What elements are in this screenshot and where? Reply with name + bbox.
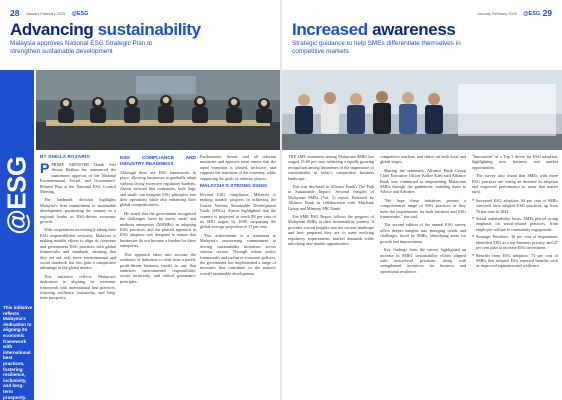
right-column-3 xyxy=(472,154,558,394)
right-column-2 xyxy=(380,154,466,394)
left-col3-para-1: Furthermore, Anwar said all relevant ministries and agencies must ensure that the rapid transition is phased, inclusive, and supports the transition of the economy, while supporting the goals of industry players. xyxy=(200,154,276,181)
right-col2-para-2: Sharing the sentiment, Alliance Bank Group Chief Executive Officer Kellee Kam said Alliance Bank was committed to empowering Malaysian SMEs through the guidebook, enabling them to Advise and Advance. xyxy=(380,167,466,195)
left-col1-para-3: With corporations increasingly taking their ESG responsibilities seriously, Malaysia is making notable efforts to align its corporate and government ESG practices with global frameworks and standards, ensuring that they are not only more environmental and social standards but also gain a competitive advantage in the global market. xyxy=(40,227,116,271)
right-headline xyxy=(292,20,455,40)
right-col1-para-1: THE SME awareness among Malaysian SMEs has surged 15-60 per cent, reflecting a rapidly growing recognition among businesses of the importance of sustainability in today's competitive business landscape. xyxy=(288,154,374,181)
left-col3-para-3: This achievement is a testament to Malaysia's unwavering commitment to driving sustainability initiatives across various sectors. Through robust policy frameworks and inclusive economic policies, the government has implemented a range of measures that contribute to the nation's overall sustainable development. xyxy=(200,232,276,276)
pull-quote: This initiative reflects Malaysia's dedication to aligning its economic framework with international best practices, fostering resilience, inclusivity, and long-term prosperity. xyxy=(3,305,33,400)
right-photo xyxy=(282,70,562,150)
right-page xyxy=(282,0,562,400)
right-standfirst: Strategic guidance to help SMEs differentiate themselves in competitive markets xyxy=(292,40,461,55)
left-column-1 xyxy=(40,162,116,394)
list-item: ● Strategic Priorities: 36 per cent of respondents identified ESG as a top business priority, and 47 per cent plan to increase ESG investment. xyxy=(472,234,558,250)
byline: BY SHEILA ROZARIO xyxy=(40,154,91,159)
left-headline-part2: sustainability xyxy=(97,20,201,39)
right-column-1 xyxy=(288,154,374,394)
left-section-tag: @ESG xyxy=(71,10,89,17)
right-section-tag: @ESG xyxy=(523,10,541,17)
right-headline-part1: Increased xyxy=(292,20,373,39)
left-page-number: 28 xyxy=(10,8,20,18)
left-headline xyxy=(10,20,201,40)
list-item: ● Benefits from ESG adoption: 73 per cent of SMEs that adopted ESG reported benefits such as improved reputation and resilience. xyxy=(472,253,558,269)
left-headline-part1: Advancing xyxy=(10,20,98,39)
left-col2-para-3: This approach takes into account the readiness of industries to shift from a purely profit-driven business model to one that embraces environmental responsibility, social inclusivity, and ethical governance principles. xyxy=(120,251,196,284)
left-col1-para-1-text: PRIME MINISTER Datuk Seri Anwar Ibrahim has announced the unanimous approval of the National Environmental, Social, and Governance-Related Plan at the National ESG Council Meeting. xyxy=(40,162,116,195)
right-col1-para-2: This was disclosed in Alliance Bank's The Path to Sustainable Impact: Sectoral Insights of Malaysian SMEs (Vol. 2) report. Released by Alliance Bank in collaboration with Maybank Group and Ministry MK Namit. xyxy=(288,184,374,211)
left-col2-para-2: He noted that the government recognised the challenges faced by micro, small and medium enterprises (MSMEs) in adopting ESG practices, and the phased approach to ESG adoption was designed to ensure that businesses do not become a burden for these enterprises. xyxy=(120,210,196,249)
right-issue-date: January February 2025 xyxy=(477,11,517,16)
right-col3-para-2: The survey also found that SMEs with more ESG practices are seeing an increase in adoption and improved performance in areas that matter most. xyxy=(472,173,558,195)
right-col2-para-1: competitive markets, and thrive on both local and global stages. xyxy=(380,154,466,165)
left-standfirst: Malaysia approves National ESG Strategic Plan to strengthen sustainable development xyxy=(10,40,153,55)
right-col1-para-3: The SME ESG Report follows the progress of Malaysian SMEs in their sustainability journey. It provides crucial insights into the current landscape and how prepared they are to meet evolving regulatory requirements, market demands while unlocking new market opportunities. xyxy=(288,214,374,247)
right-headline-part2: awareness xyxy=(372,20,456,39)
left-issue-date: January February 2025 xyxy=(25,11,66,16)
key-findings-list xyxy=(472,198,558,269)
esg-vertical-label: @ESG xyxy=(1,156,32,235)
right-col2-para-4: The second edition of the annual ESG survey offers deeper insights into emerging trends and challenges faced by SMEs, identifying areas for growth and improvement. xyxy=(380,222,466,244)
left-column-3 xyxy=(200,154,276,394)
left-col2-para-1: Although there are ESG frameworks in place, allowing businesses to gradually adapt without facing excessive regulatory burdens, Anwar stressed that companies, both large and small, can integrate ESG principles into their operations while also enhancing their global competitiveness. xyxy=(120,170,196,208)
left-col2-subhead: ESG COMPLIANCE AND INDUSTRY READINESS xyxy=(120,156,196,167)
left-folio xyxy=(10,8,88,18)
esg-side-bar xyxy=(0,70,34,400)
left-col3-para-2: Beyond ESG compliance, Malaysia is making notable progress in achieving the United Nations Sustainable Development Goals (SDGs). Anwar highlighted that the country is projected to reach 89 per cent of its SDG targets by 2030, surpassing the global average projection of 17 per cent. xyxy=(200,192,276,230)
right-col2-para-5: Key findings from the survey highlighted an increase in SMEs' sustainability efforts aligned with sector-level priorities, along with strengthened incentives for business and operational resilience. xyxy=(380,247,466,274)
left-col3-subhead: MALAYSIA'S STRONG SIGNS xyxy=(200,184,268,190)
left-photo xyxy=(36,70,280,150)
left-col1-para-4: This initiative reflects Malaysia's dedication to aligning its economic framework with international best practices, fostering resilience, inclusivity, and long-term prosperity. xyxy=(40,273,116,301)
right-folio xyxy=(474,8,552,18)
list-item: ● Increased ESG adoption: 84 per cent of SMEs surveyed have adopted ESG practices, up from 76 per cent in 2023. xyxy=(472,198,558,214)
right-col2-para-3: "We hope these initiatives present a comprehensive range of ESG practices as they meet the requirements for both business and ESG frameworks," she said. xyxy=(380,197,466,220)
left-column-2 xyxy=(120,154,196,394)
ministers-meeting-photo xyxy=(36,70,280,150)
left-col1-para-2: The landmark decision highlights Malaysia's firm commitment to sustainable development, positioning the country as a regional leader in ESG-driven economic growth. xyxy=(40,197,116,225)
drop-cap: P xyxy=(40,162,50,176)
right-page-number: 29 xyxy=(542,8,552,18)
right-col3-para-1: "Innovation" as a Top 3 driver for ESG adoption, highlighting new business and market opportunities. xyxy=(472,154,558,170)
group-photo xyxy=(282,70,562,150)
left-col1-para-1 xyxy=(40,162,116,194)
left-page xyxy=(0,0,280,400)
list-item: ● Social sustainability focus: SMEs placed strong emphasis on social-related practices, from employee welfare to community engagement. xyxy=(472,216,558,232)
